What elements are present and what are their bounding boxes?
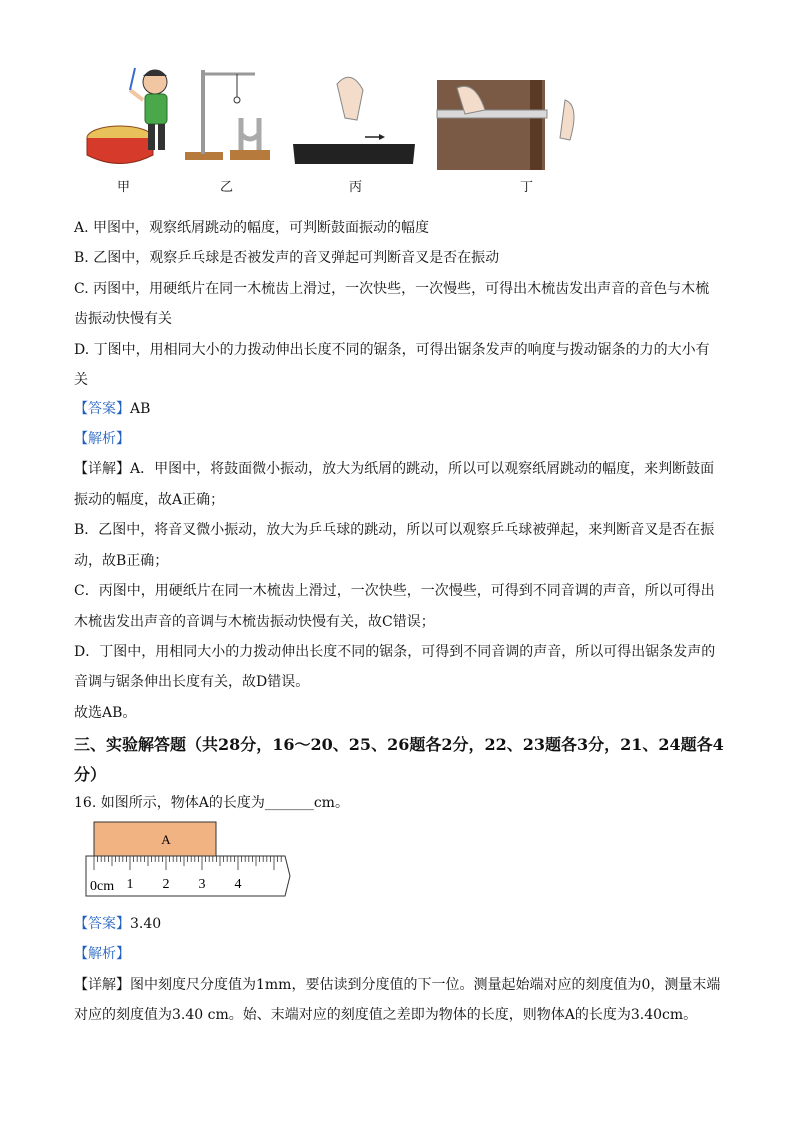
figure-caption-jia: 甲 (117, 180, 131, 195)
detail2-line: 对应的刻度值为3.40 cm。始、末端对应的刻度值之差即为物体的长度，则物体A的长度为3.40cm。 (74, 1007, 698, 1023)
figure-caption-ding: 丁 (520, 180, 534, 195)
detail1-line: 动，故B正确； (74, 553, 169, 569)
section-title-cont: 分） (74, 765, 107, 784)
figure-caption-bing: 丙 (349, 180, 363, 195)
answer-2 (74, 914, 161, 934)
answer-value: AB (130, 401, 151, 417)
question-16-stem: 16. 如图所示，物体A的长度为_______cm。 (74, 795, 349, 811)
ruler-label-3: 3 (198, 877, 206, 892)
analysis-tag-2: 【解析】 (74, 946, 130, 962)
tuning-fork-illustration (185, 70, 270, 160)
ruler-label-0: 0cm (90, 879, 115, 894)
ruler-label-4: 4 (234, 877, 242, 892)
figure-caption-yi: 乙 (220, 180, 234, 195)
option-d-cont: 关 (74, 372, 88, 388)
answer-1 (74, 399, 150, 419)
detail1-line: B．乙图中，将音叉微小振动，放大为乒乓球的跳动，所以可以观察乒乓球被弹起，来判断音叉是否在振 (74, 522, 715, 538)
ruler-label-1: 1 (126, 877, 134, 892)
ruler-figure (80, 818, 300, 900)
option-c-cont: 齿振动快慢有关 (74, 311, 172, 327)
detail1-line: 故选AB。 (74, 705, 137, 721)
detail1-line: 音调与锯条伸出长度有关，故D错误。 (74, 674, 310, 690)
answer-tag: 【答案】 (74, 916, 130, 932)
comb-illustration (293, 77, 415, 164)
detail2-line: 【详解】图中刻度尺分度值为1mm，要估读到分度值的下一位。测量起始端对应的刻度值为0，测量末端 (74, 977, 721, 993)
experiment-figures (75, 60, 575, 200)
option-d: D. 丁图中，用相同大小的力拨动伸出长度不同的锯条，可得出锯条发声的响度与拨动锯条的力的大小有 (74, 342, 710, 358)
drum-illustration (87, 68, 167, 164)
option-a: A. 甲图中，观察纸屑跳动的幅度，可判断鼓面振动的幅度 (74, 220, 430, 236)
detail1-line: 振动的幅度，故A正确； (74, 492, 225, 508)
ruler-label-2: 2 (162, 877, 170, 892)
analysis-tag-1: 【解析】 (74, 431, 130, 447)
detail1-line: D．丁图中，用相同大小的力拨动伸出长度不同的锯条，可得到不同音调的声音，所以可得出锯条发声的 (74, 644, 716, 660)
detail1-line: C．丙图中，用硬纸片在同一木梳齿上滑过，一次快些，一次慢些，可得到不同音调的声音，所以可得出 (74, 583, 715, 599)
detail1-line: 【详解】A．甲图中，将鼓面微小振动，放大为纸屑的跳动，所以可以观察纸屑跳动的幅度，来判断鼓面 (74, 461, 715, 477)
option-b: B. 乙图中，观察乒乓球是否被发声的音叉弹起可判断音叉是否在振动 (74, 250, 500, 266)
answer-value: 3.40 (130, 916, 162, 932)
block-label: A (161, 832, 171, 847)
option-c: C. 丙图中，用硬纸片在同一木梳齿上滑过，一次快些，一次慢些，可得出木梳齿发出声音的音色与木梳 (74, 281, 710, 297)
detail1-line: 木梳齿发出声音的音调与木梳齿振动快慢有关，故C错误； (74, 614, 435, 630)
answer-tag: 【答案】 (74, 401, 130, 417)
saw-illustration (437, 80, 574, 170)
section-title: 三、实验解答题（共28分，16～20、25、26题各2分，22、23题各3分，21、24题各4 (74, 735, 724, 754)
